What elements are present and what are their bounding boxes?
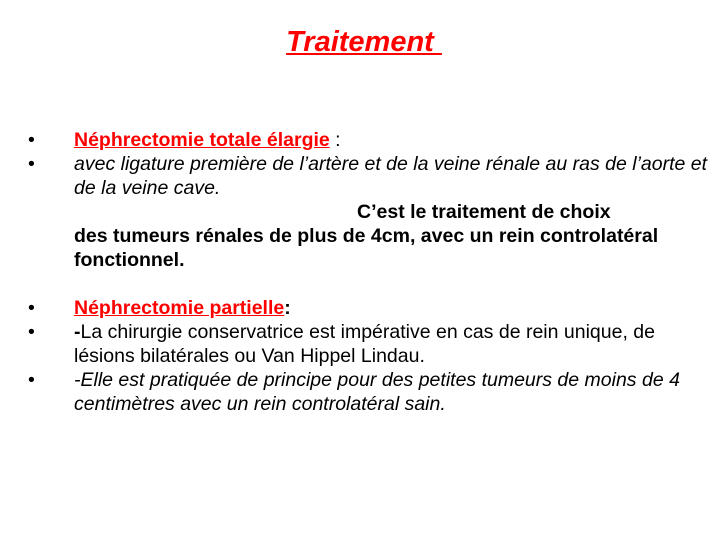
- chirurgie-text: La chirurgie conservatrice est impérative en cas de rein unique, de lésions bilatérales ou Van Hippel Lindau.: [74, 321, 655, 367]
- bullet-list: [28, 128, 708, 416]
- bullet-icon: •: [28, 297, 35, 319]
- spacer: [28, 272, 708, 296]
- list-item: [28, 320, 708, 368]
- bullet-icon: •: [28, 369, 35, 391]
- heading-nephrectomie-totale: Néphrectomie totale élargie: [74, 129, 330, 151]
- list-item: [28, 152, 708, 272]
- dash: -: [74, 321, 81, 343]
- list-item: [28, 128, 708, 152]
- ligature-text: avec ligature première de l’artère et de la veine rénale au ras de l’aorte et de la veine cave.: [74, 153, 708, 199]
- list-item: [28, 368, 708, 416]
- title-text: Traitement: [286, 26, 442, 58]
- choix-text-rest: des tumeurs rénales de plus de 4cm, avec un rein controlatéral fonctionnel.: [74, 225, 659, 271]
- list-item: [28, 296, 708, 320]
- heading-suffix: :: [329, 129, 341, 151]
- choix-text-start: C’est le traitement de choix: [357, 201, 611, 223]
- bullet-icon: •: [28, 129, 35, 151]
- heading-nephrectomie-partielle: Néphrectomie partielle: [74, 297, 285, 319]
- bullet-icon: •: [28, 321, 35, 343]
- pratiquee-text: -Elle est pratiquée de principe pour des petites tumeurs de moins de 4 centimètres avec un rein controlatéral sain.: [74, 369, 680, 415]
- bullet-icon: •: [28, 153, 35, 175]
- heading-suffix: :: [284, 297, 291, 319]
- page-title: [0, 26, 728, 59]
